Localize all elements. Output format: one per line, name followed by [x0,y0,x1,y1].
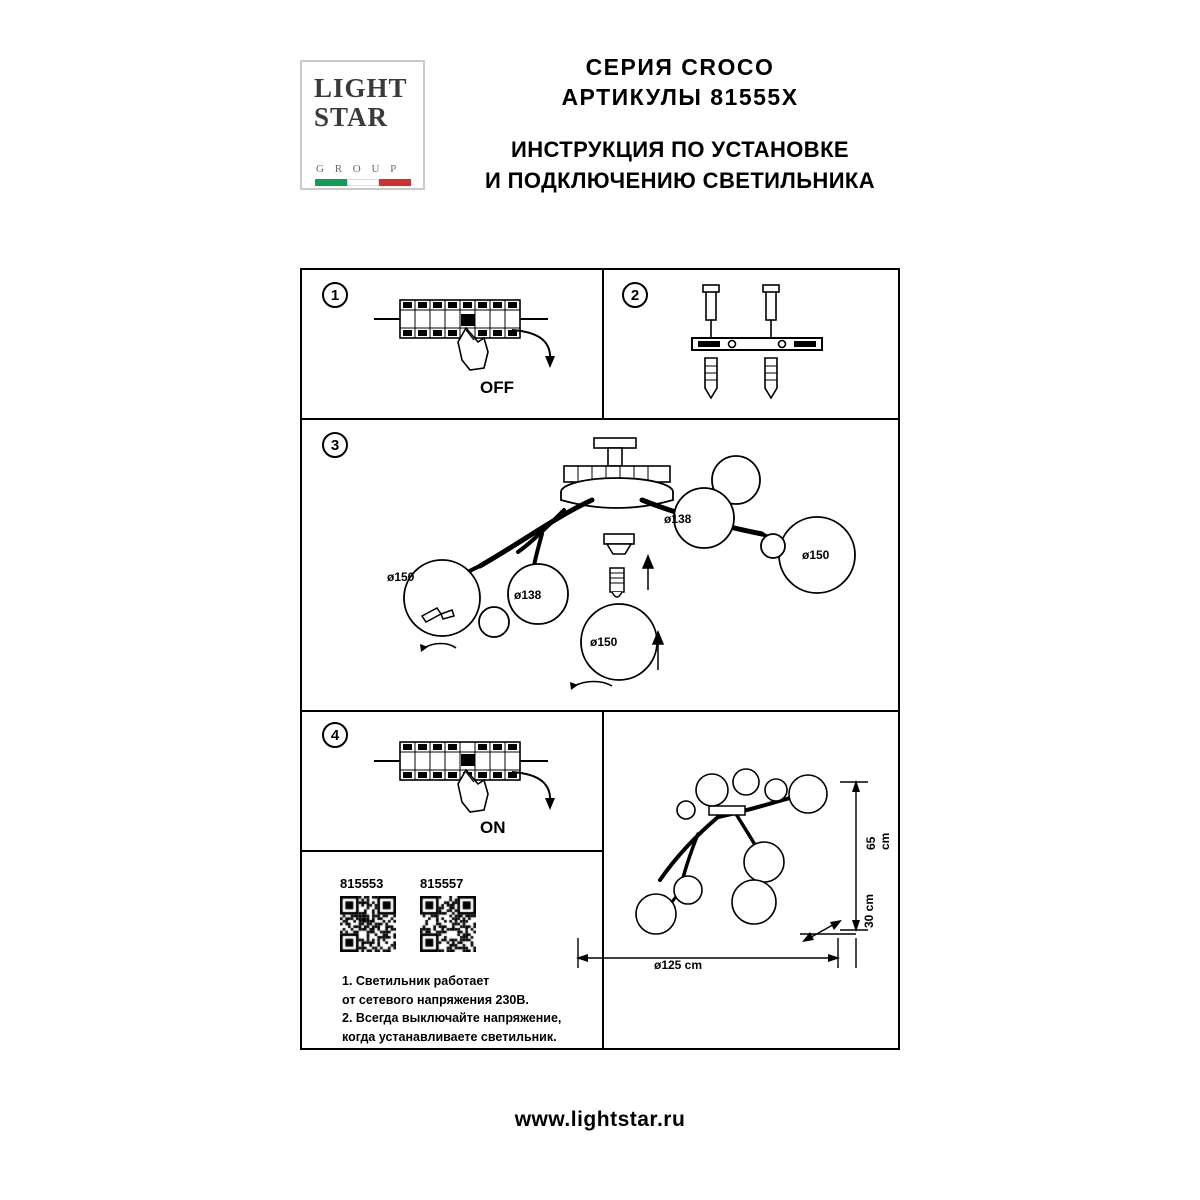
diameter-label-bottom-150: ø150 [590,635,618,649]
step3-illustration [342,430,887,705]
document-header [300,52,900,212]
step-number-2: 2 [622,282,648,308]
qr-label-815553: 815553 [340,876,384,891]
diameter-label-center-138: ø138 [664,512,692,526]
step-number-4: 4 [322,722,348,748]
dimension-label-width: ø125 cm [654,958,703,972]
safety-notes [342,972,592,1046]
note-line-2: от сетевого напряжения 230В. [342,992,529,1007]
qr-code-815557[interactable] [420,896,476,952]
divider-horizontal-2 [302,710,898,712]
dimension-label-depth: 30 cm [862,893,876,928]
qr-label-815557: 815557 [420,876,464,891]
brand-line-1: LIGHT [314,73,408,103]
step2-illustration [672,280,862,415]
brand-group-text: G R O U P [316,163,401,175]
divider-vertical-1 [602,270,604,418]
dimension-label-height: 65 cm [864,832,892,850]
step-number-1: 1 [322,282,348,308]
divider-horizontal-1 [302,418,898,420]
instruction-title-line-2: И ПОДКЛЮЧЕНИЮ СВЕТИЛЬНИКА [484,168,876,193]
instruction-title-line-1: ИНСТРУКЦИЯ ПО УСТАНОВКЕ [511,137,849,162]
note-line-3: 2. Всегда выключайте напряжение, [342,1011,562,1025]
qr-code-815553[interactable] [340,896,396,952]
step-number-3: 3 [322,432,348,458]
articles-title: АРТИКУЛЫ 81555X [561,84,799,110]
brand-line-2: STAR [314,102,389,132]
header-titles [460,52,900,196]
series-title: СЕРИЯ CROCO [585,54,775,80]
diameter-label-right-150: ø150 [802,548,830,562]
diameter-label-left-138: ø138 [514,588,542,602]
step1-off-label: OFF [480,378,514,397]
brand-logo-text [314,74,408,132]
note-line-4: когда устанавливаете светильник. [342,1029,557,1044]
dimension-illustration [568,762,898,1042]
diameter-label-left-150: ø150 [387,570,415,584]
steps-frame [300,268,900,1050]
italy-flag-icon [315,179,411,186]
footer-website[interactable]: www.lightstar.ru [514,1108,686,1131]
note-line-1: 1. Светильник работает [342,974,490,988]
step4-on-label: ON [480,818,506,837]
brand-logo [300,60,425,190]
